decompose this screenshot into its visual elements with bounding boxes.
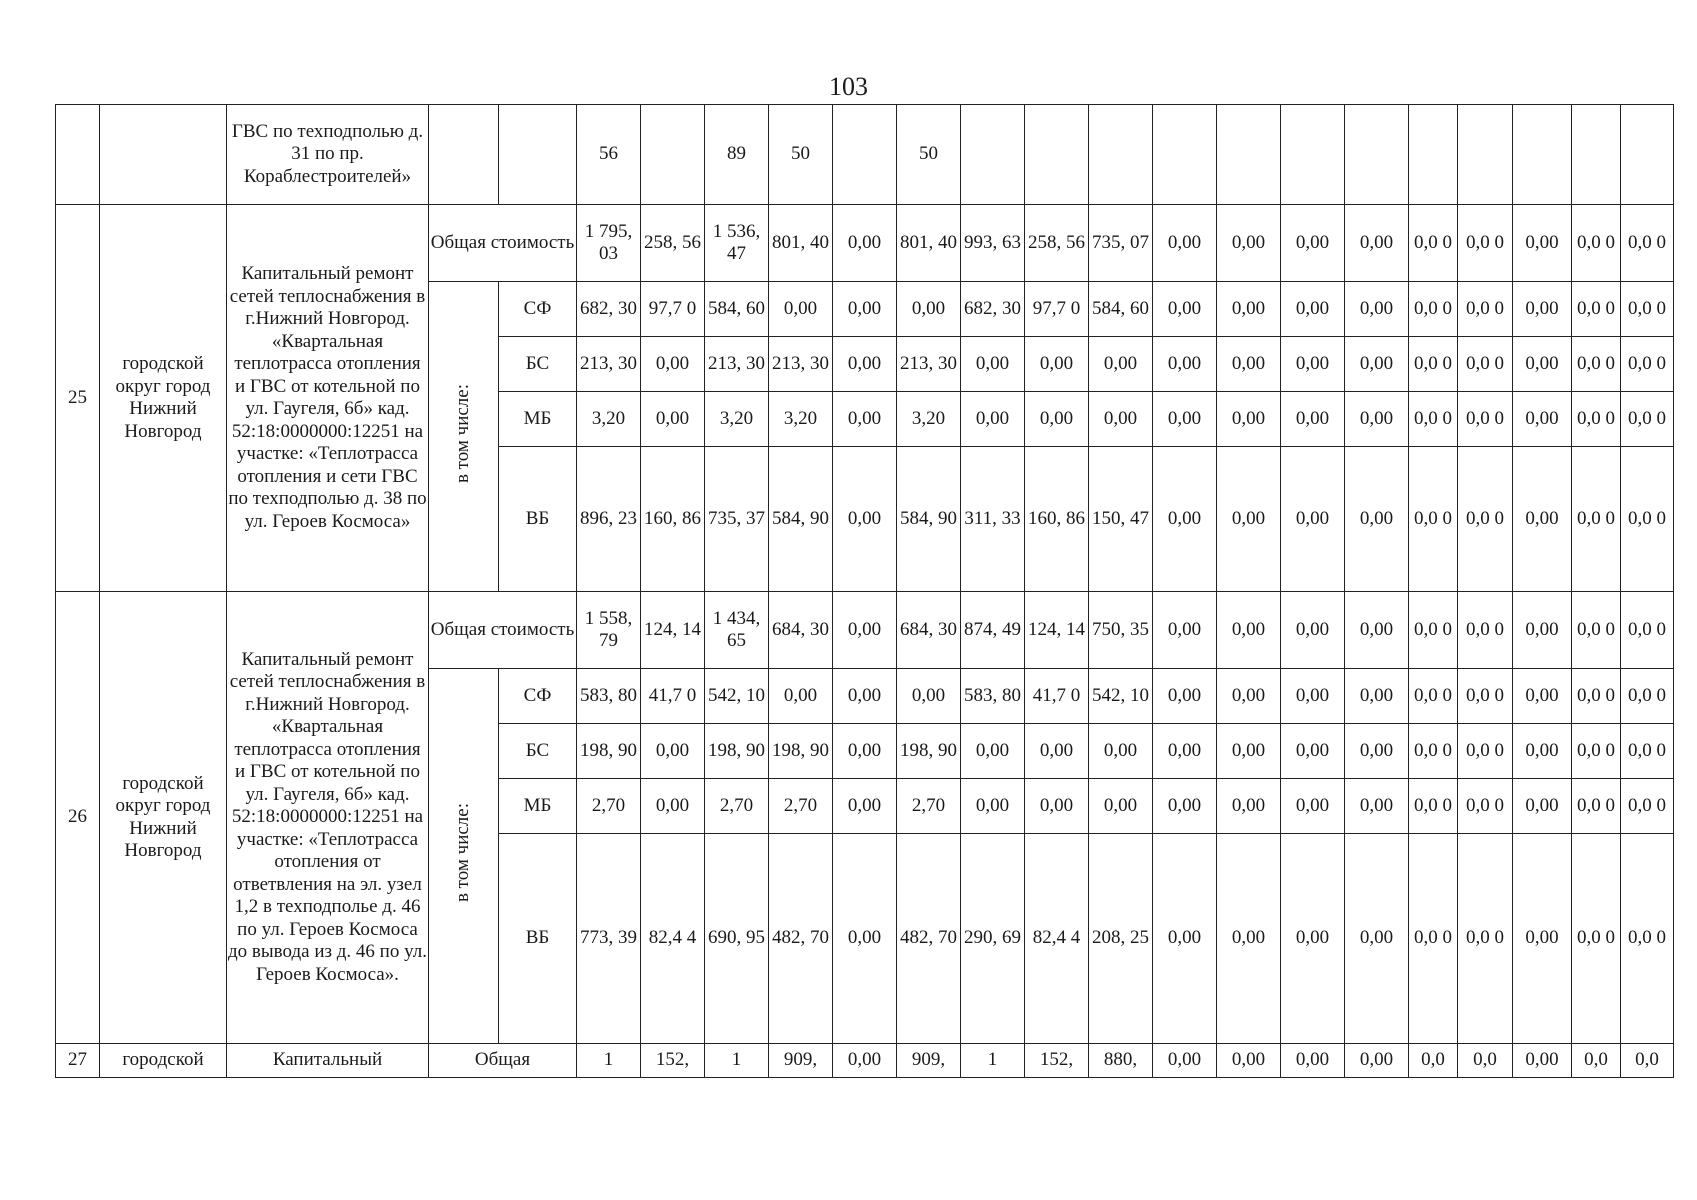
value-cell: 89 [705,105,769,205]
total-value: 0,0 0 [1409,205,1458,282]
source-value: 0,00 [1153,834,1217,1044]
source-value: 0,00 [1513,834,1572,1044]
source-value: 0,0 0 [1409,724,1458,779]
source-value: 542, 10 [1089,669,1153,724]
total-value: 684, 30 [897,592,961,669]
total-value: 258, 56 [641,205,705,282]
source-value: 213, 30 [769,337,833,392]
row-number: 27 [56,1044,100,1078]
source-value: 690, 95 [705,834,769,1044]
source-value: 97,7 0 [1025,282,1089,337]
source-value: 0,0 0 [1458,337,1513,392]
source-value: 0,00 [1513,779,1572,834]
object-name: Капитальный ремонт сетей теплоснабжения в г.Нижний Новгород. «Квартальная теплотрасса отопления и ГВС от котельной по ул. Гаугеля, 6б» кад. 52:18:0000000:12251 на участке: «Теплотрасса отопления и сети ГВС по техподполью д. 38 по ул. Героев Космоса» [227,205,429,592]
source-value: 0,0 0 [1621,669,1674,724]
source-label: МБ [499,779,577,834]
total-value: 0,0 0 [1409,592,1458,669]
source-value: 0,00 [1217,834,1281,1044]
source-value: 0,00 [1153,392,1217,447]
total-value: 0,0 0 [1572,592,1621,669]
value-cell [641,105,705,205]
total-value: 0,0 0 [1621,205,1674,282]
source-value: 0,00 [1217,724,1281,779]
total-value: 801, 40 [769,205,833,282]
source-value: 0,00 [833,669,897,724]
source-value: 0,00 [1345,669,1409,724]
total-value: 124, 14 [641,592,705,669]
source-value: 896, 23 [577,447,641,592]
source-value: 198, 90 [577,724,641,779]
source-value: 3,20 [577,392,641,447]
source-value: 2,70 [705,779,769,834]
source-value: 0,00 [1513,392,1572,447]
source-value: 0,0 0 [1409,337,1458,392]
source-value: 0,0 0 [1572,392,1621,447]
source-value: 0,0 0 [1458,834,1513,1044]
source-value: 0,00 [961,392,1025,447]
source-value: 0,00 [833,447,897,592]
source-value: 213, 30 [897,337,961,392]
source-value: 0,00 [1281,282,1345,337]
value-cell [1281,105,1345,205]
source-value: 213, 30 [577,337,641,392]
source-value: 0,0 0 [1572,724,1621,779]
source-value: 0,0 0 [1621,337,1674,392]
source-value: 0,0 0 [1621,724,1674,779]
source-value: 0,0 0 [1572,669,1621,724]
source-label: БС [499,337,577,392]
source-value: 0,00 [833,337,897,392]
source-value: 0,0 0 [1621,392,1674,447]
total-value: 684, 30 [769,592,833,669]
source-value: 0,0 0 [1409,834,1458,1044]
source-value: 584, 90 [897,447,961,592]
source-value: 0,00 [1089,337,1153,392]
value-cell [1572,105,1621,205]
source-value: 2,70 [897,779,961,834]
source-value: 584, 60 [705,282,769,337]
source-value: 0,00 [961,724,1025,779]
source-value: 0,00 [1153,669,1217,724]
including-label-cell [429,669,499,1044]
value-cell [833,105,897,205]
source-value: 0,0 0 [1409,392,1458,447]
total-value: 1 536, 47 [705,205,769,282]
source-value: 0,00 [1025,724,1089,779]
source-value: 160, 86 [641,447,705,592]
row-number: 25 [56,205,100,592]
total-value: 0,00 [833,1044,897,1078]
source-value: 0,00 [1089,392,1153,447]
source-value: 0,0 0 [1621,779,1674,834]
source-value: 3,20 [897,392,961,447]
source-cell [429,105,499,205]
source-value: 0,00 [1345,834,1409,1044]
value-cell: 50 [897,105,961,205]
source-value: 0,00 [1513,669,1572,724]
value-cell [1153,105,1217,205]
source-value: 0,0 0 [1621,447,1674,592]
source-value: 0,0 0 [1572,447,1621,592]
source-value: 0,0 0 [1572,779,1621,834]
source-value: 0,0 0 [1621,834,1674,1044]
total-value: 0,00 [1281,1044,1345,1078]
source-value: 0,00 [1345,724,1409,779]
source-value: 2,70 [577,779,641,834]
source-value: 208, 25 [1089,834,1153,1044]
source-value: 0,00 [1217,337,1281,392]
total-value: 0,00 [1513,205,1572,282]
source-value: 0,00 [1513,282,1572,337]
value-cell [961,105,1025,205]
source-value: 0,00 [1153,337,1217,392]
total-value: 0,00 [1217,1044,1281,1078]
source-value: 311, 33 [961,447,1025,592]
source-value: 0,0 0 [1458,392,1513,447]
source-value: 213, 30 [705,337,769,392]
including-label: в том числе: [452,803,474,903]
row-number: 26 [56,592,100,1044]
total-value: 880, [1089,1044,1153,1078]
source-value: 583, 80 [577,669,641,724]
total-value: 0,00 [1153,592,1217,669]
total-value: 735, 07 [1089,205,1153,282]
source-value: 0,00 [1345,337,1409,392]
source-value: 0,00 [1153,282,1217,337]
source-value: 97,7 0 [641,282,705,337]
value-cell [1458,105,1513,205]
source-value: 0,00 [1281,724,1345,779]
source-value: 198, 90 [705,724,769,779]
total-value: 750, 35 [1089,592,1153,669]
municipality: городской округ город Нижний Новгород [100,592,227,1044]
source-value: 3,20 [705,392,769,447]
source-value: 0,00 [1025,392,1089,447]
source-value: 0,00 [1281,447,1345,592]
total-value: 0,00 [1217,205,1281,282]
source-value: 0,00 [1025,337,1089,392]
total-value: 0,0 [1572,1044,1621,1078]
value-cell [1621,105,1674,205]
total-value: 0,00 [1513,592,1572,669]
source-value: 0,00 [769,669,833,724]
source-value: 290, 69 [961,834,1025,1044]
source-value: 2,70 [769,779,833,834]
source-value: 0,00 [1025,779,1089,834]
source-value: 0,00 [1281,392,1345,447]
total-value: 258, 56 [1025,205,1089,282]
source-value: 0,00 [833,282,897,337]
value-cell [1409,105,1458,205]
source-value: 584, 60 [1089,282,1153,337]
source-value: 198, 90 [897,724,961,779]
source-value: 0,0 0 [1458,669,1513,724]
table-row-continuation [56,105,1674,205]
object-name: Капитальный ремонт сетей теплоснабжения в г.Нижний Новгород. «Квартальная теплотрасса отопления и ГВС от котельной по ул. Гаугеля, 6б» кад. 52:18:0000000:12251 на участке: «Теплотрасса отопления от ответвления на эл. узел 1,2 в техподполье д. 46 по ул. Героев Космоса до вывода из д. 46 по ул. Героев Космоса». [227,592,429,1044]
total-value: 152, [641,1044,705,1078]
total-value: 0,0 0 [1621,592,1674,669]
source-value: 482, 70 [769,834,833,1044]
source-value: 0,00 [897,282,961,337]
source-label: СФ [499,669,577,724]
source-value: 0,0 0 [1621,282,1674,337]
source-value: 0,00 [1217,669,1281,724]
source-value: 0,00 [961,337,1025,392]
source-value: 0,00 [1345,447,1409,592]
including-label: в том числе: [452,383,474,483]
source-value: 0,00 [1089,724,1153,779]
source-value: 3,20 [769,392,833,447]
total-value: 1 434, 65 [705,592,769,669]
source-value: 735, 37 [705,447,769,592]
municipality-cell [100,105,227,205]
source-value: 160, 86 [1025,447,1089,592]
source-value: 198, 90 [769,724,833,779]
source-value: 0,0 0 [1572,337,1621,392]
source-value: 0,0 0 [1409,779,1458,834]
source-value: 0,00 [1217,779,1281,834]
total-value: 0,00 [1281,592,1345,669]
total-value: 0,0 0 [1458,205,1513,282]
source-value: 41,7 0 [1025,669,1089,724]
source-value: 0,0 0 [1409,669,1458,724]
value-cell [1345,105,1409,205]
source-value: 0,0 0 [1458,447,1513,592]
source-value: 0,00 [641,779,705,834]
source-value: 583, 80 [961,669,1025,724]
object-name: Капитальный [227,1044,429,1078]
total-value: 0,00 [1217,592,1281,669]
total-value: 0,00 [833,205,897,282]
source-value: 0,00 [1513,724,1572,779]
source-value: 0,00 [833,724,897,779]
source-value: 0,0 0 [1572,834,1621,1044]
source-value: 82,4 4 [1025,834,1089,1044]
source-value: 0,00 [769,282,833,337]
source-value: 0,00 [1153,779,1217,834]
source-value: 0,00 [1281,337,1345,392]
source-value: 682, 30 [577,282,641,337]
table-row-partial [56,1044,1674,1078]
source-value: 0,00 [897,669,961,724]
total-value: 0,00 [1513,1044,1572,1078]
source-value: 0,0 0 [1458,724,1513,779]
total-value: 1 558, 79 [577,592,641,669]
total-value: 0,0 [1458,1044,1513,1078]
table-row-total [56,592,1674,669]
value-cell: 50 [769,105,833,205]
value-cell [1089,105,1153,205]
value-cell [1025,105,1089,205]
total-value: 0,00 [1153,205,1217,282]
source-value: 482, 70 [897,834,961,1044]
number-cell [56,105,100,205]
source-value: 773, 39 [577,834,641,1044]
object-name-cell: ГВС по техподполью д. 31 по пр. Кораблестроителей» [227,105,429,205]
value-cell [1217,105,1281,205]
total-value: 0,00 [1281,205,1345,282]
source-value: 0,00 [1153,447,1217,592]
source-value: 150, 47 [1089,447,1153,592]
source-sub-cell [499,105,577,205]
source-value: 41,7 0 [641,669,705,724]
source-value: 0,00 [1217,392,1281,447]
total-cost-label: Общая стоимость [429,592,577,669]
municipality: городской [100,1044,227,1078]
source-value: 0,00 [833,392,897,447]
source-value: 0,0 0 [1409,282,1458,337]
source-value: 542, 10 [705,669,769,724]
total-value: 0,00 [1153,1044,1217,1078]
source-value: 0,00 [641,724,705,779]
source-value: 0,00 [1345,779,1409,834]
source-value: 0,00 [1513,447,1572,592]
total-value: 0,00 [1345,205,1409,282]
source-label: ВБ [499,834,577,1044]
source-value: 682, 30 [961,282,1025,337]
source-label: МБ [499,392,577,447]
total-value: 152, [1025,1044,1089,1078]
source-value: 584, 90 [769,447,833,592]
source-value: 0,00 [1281,669,1345,724]
source-value: 0,00 [1089,779,1153,834]
total-value: 0,00 [1345,592,1409,669]
source-value: 0,00 [641,392,705,447]
total-cost-label: Общая стоимость [429,205,577,282]
total-value: 993, 63 [961,205,1025,282]
value-cell: 56 [577,105,641,205]
total-value: 0,0 [1409,1044,1458,1078]
source-label: БС [499,724,577,779]
table-row-total [56,205,1674,282]
total-value: 0,0 0 [1572,205,1621,282]
total-value: 0,00 [1345,1044,1409,1078]
source-value: 0,0 0 [1458,282,1513,337]
source-value: 0,00 [1153,724,1217,779]
including-label-cell [429,282,499,592]
source-value: 0,00 [641,337,705,392]
source-value: 0,00 [1345,282,1409,337]
source-value: 0,0 0 [1458,779,1513,834]
source-value: 0,00 [833,834,897,1044]
source-value: 0,00 [1281,834,1345,1044]
source-label: СФ [499,282,577,337]
total-value: 1 [577,1044,641,1078]
total-value: 909, [897,1044,961,1078]
total-value: 1 [961,1044,1025,1078]
value-cell [1513,105,1572,205]
source-value: 0,0 0 [1572,282,1621,337]
total-value: 0,00 [833,592,897,669]
total-value: 909, [769,1044,833,1078]
total-value: 1 795, 03 [577,205,641,282]
source-value: 0,00 [1345,392,1409,447]
total-value: 124, 14 [1025,592,1089,669]
total-cost-label: Общая [429,1044,577,1078]
source-value: 82,4 4 [641,834,705,1044]
source-value: 0,0 0 [1409,447,1458,592]
page-number: 103 [829,72,868,101]
total-value: 0,0 0 [1458,592,1513,669]
source-value: 0,00 [961,779,1025,834]
total-value: 801, 40 [897,205,961,282]
source-value: 0,00 [833,779,897,834]
funding-table [55,104,1674,1078]
municipality: городской округ город Нижний Новгород [100,205,227,592]
total-value: 874, 49 [961,592,1025,669]
source-value: 0,00 [1281,779,1345,834]
source-value: 0,00 [1217,282,1281,337]
total-value: 0,0 [1621,1044,1674,1078]
total-value: 1 [705,1044,769,1078]
source-value: 0,00 [1513,337,1572,392]
source-value: 0,00 [1217,447,1281,592]
source-label: ВБ [499,447,577,592]
